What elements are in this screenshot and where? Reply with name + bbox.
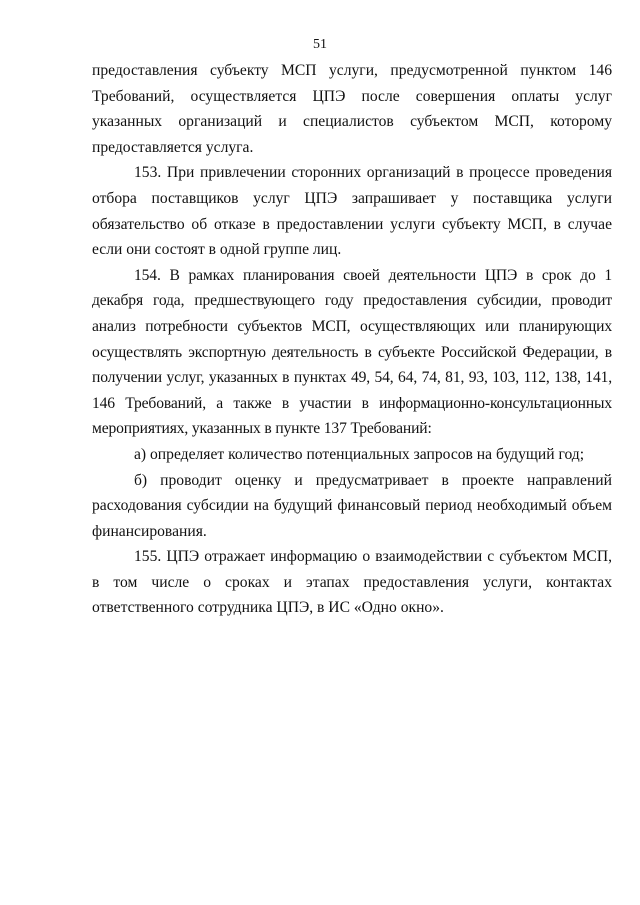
paragraph-155: 155. ЦПЭ отражает информацию о взаимодействии с субъектом МСП, в том числе о сроках и этапах предоставления услуги, контактах ответственного сотрудника ЦПЭ, в ИС «Одно окно». bbox=[92, 548, 612, 617]
page-number: 51 bbox=[313, 37, 327, 52]
document-body bbox=[92, 58, 612, 621]
paragraph-154: 154. В рамках планирования своей деятельности ЦПЭ в срок до 1 декабря года, предшествующего году предоставления субсидии, проводит анализ потребности субъектов МСП, осуществляющих или планирующих осуществлять экспортную деятельность в субъекте Российской Федерации, в получении услуг, указанных в пунктах 49, 54, 64, 74, 81, 93, 103, 112, 138, 141, 146 Требований, а также в участии в информационно-консультационных мероприятиях, указанных в пункте 137 Требований: bbox=[92, 266, 612, 438]
paragraph-154-item-a: а) определяет количество потенциальных запросов на будущий год; bbox=[134, 445, 585, 463]
paragraph-153: 153. При привлечении сторонних организаций в процессе проведения отбора поставщиков услуг ЦПЭ запрашивает у поставщика услуги обязательство об отказе в предоставлении услуги субъекту МСП, в случае если они состоят в одной группе лиц. bbox=[92, 164, 612, 259]
paragraph-continuation-152: предоставления субъекту МСП услуги, предусмотренной пунктом 146 Требований, осуществляется ЦПЭ после совершения оплаты услуг указанных организаций и специалистов субъектом МСП, которому предоставляется услуга. bbox=[92, 62, 612, 156]
paragraph-154-item-b: б) проводит оценку и предусматривает в проекте направлений расходования субсидии на будущий финансовый период необходимый объем финансирования. bbox=[92, 471, 612, 540]
